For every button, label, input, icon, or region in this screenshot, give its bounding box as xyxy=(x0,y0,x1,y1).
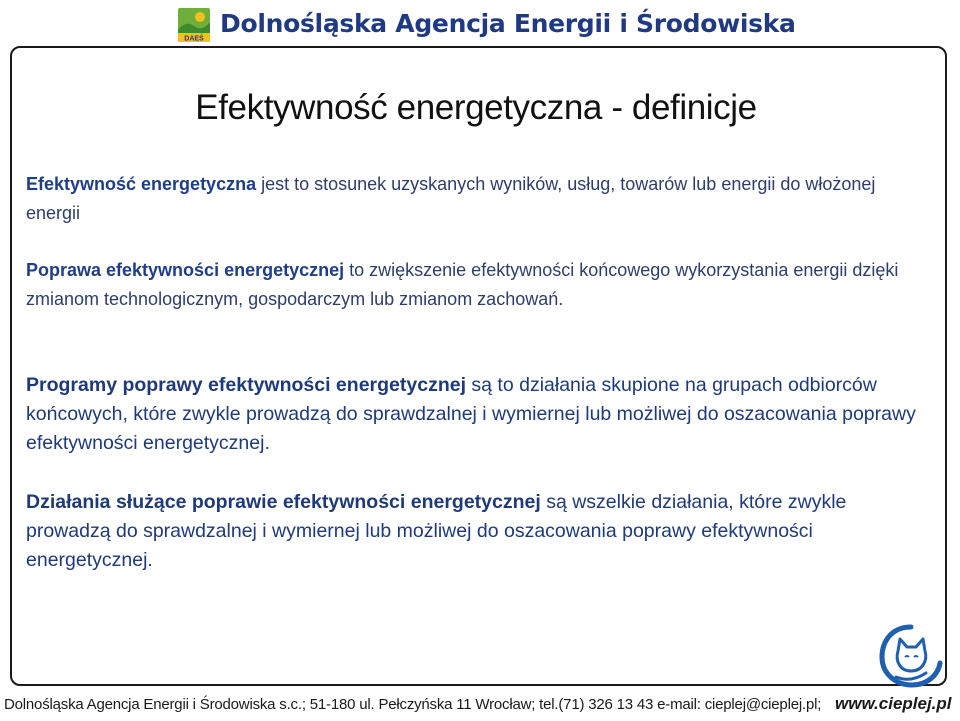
definition-text: to zwiększenie efektywności końcowego wykorzystania energii dzięki zmianom technologicznym, gospodarczym lub zmianom zachowań. xyxy=(26,260,899,309)
header xyxy=(0,0,960,44)
organization-name: Dolnośląska Agencja Energii i Środowiska xyxy=(220,9,796,38)
definition-term: Efektywność energetyczna xyxy=(26,174,257,194)
footer-website-link[interactable]: www.cieplej.pl xyxy=(835,694,952,713)
slide-frame xyxy=(10,46,947,686)
daes-logo-icon xyxy=(178,8,210,42)
definition-paragraph xyxy=(26,170,931,228)
definition-term: Poprawa efektywności energetycznej xyxy=(26,260,345,280)
definition-paragraph xyxy=(26,371,931,458)
cat-logo-icon xyxy=(876,621,946,691)
definition-term: Programy poprawy efektywności energetycznej xyxy=(26,374,466,396)
slide-title: Efektywność energetyczna - definicje xyxy=(195,88,757,127)
definition-text: są wszelkie działania, które zwykle prowadzą do sprawdzalnej i wymiernej lub możliwej do oszacowania poprawy efektywności energetycznej. xyxy=(26,491,847,571)
definition-paragraph xyxy=(26,256,931,314)
definition-text: jest to stosunek uzyskanych wyników, usług, towarów lub energii do włożonej energii xyxy=(26,174,876,223)
footer xyxy=(0,692,960,721)
definition-text: są to działania skupione na grupach odbiorców końcowych, które zwykle prowadzą do sprawdzalnej i wymiernej lub możliwej do oszacowania poprawy efektywności energetycznej. xyxy=(26,374,916,454)
footer-contact: Dolnośląska Agencja Energii i Środowiska s.c.; 51-180 ul. Pełczyńska 11 Wrocław; tel.(71) 326 13 43 e-mail: cieplej@cieplej.pl; xyxy=(4,696,822,713)
logo-badge-text: DAEŚ xyxy=(184,35,204,42)
definition-paragraph xyxy=(26,488,931,575)
definition-term: Działania służące poprawie efektywności energetycznej xyxy=(26,491,541,513)
